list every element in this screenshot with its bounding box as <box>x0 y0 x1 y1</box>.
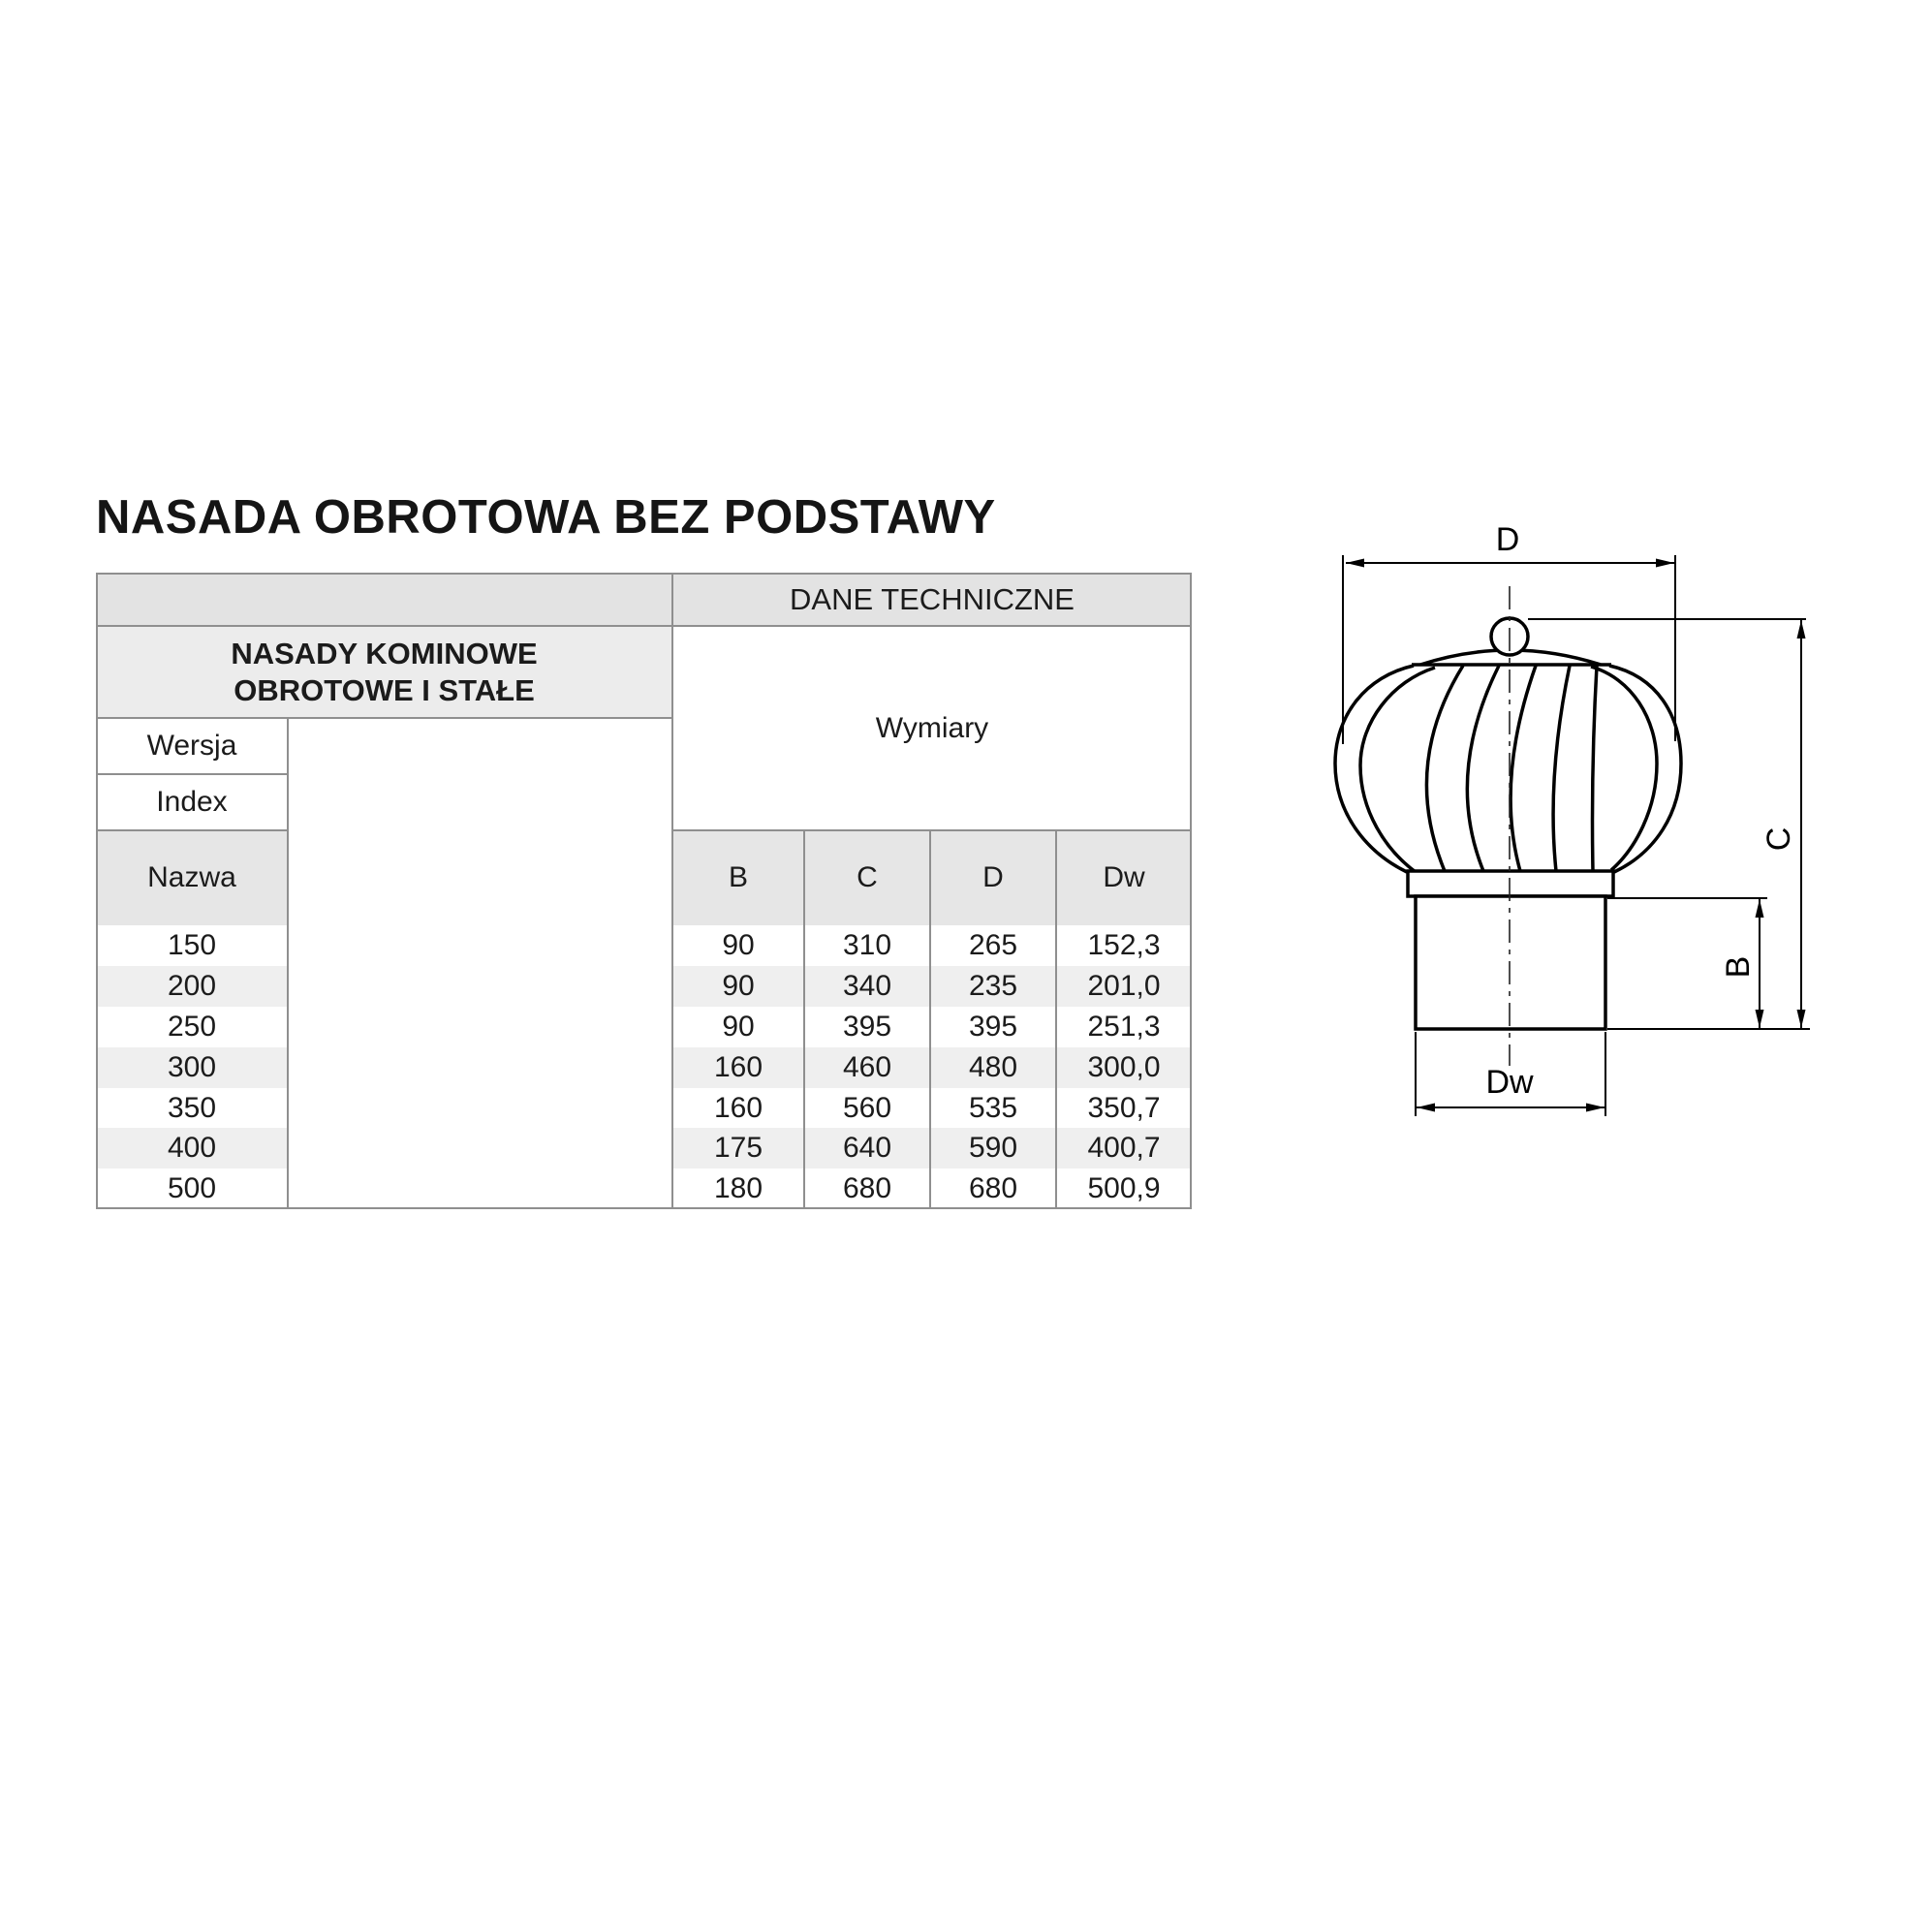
value-cell-dw: 152,3 <box>1056 925 1192 966</box>
table-border-line <box>96 829 289 831</box>
table-border-line <box>96 717 673 719</box>
col-header-b: B <box>672 830 804 925</box>
value-cell-b: 160 <box>672 1088 804 1128</box>
row-name-cell: 350 <box>96 1088 288 1128</box>
value-cell-dw: 201,0 <box>1056 966 1192 1007</box>
value-cell-b: 90 <box>672 925 804 966</box>
value-cell-c: 395 <box>804 1007 930 1047</box>
dimension-label-dw: Dw <box>1485 1064 1534 1101</box>
value-cell-b: 160 <box>672 1047 804 1088</box>
page-title: NASADA OBROTOWA BEZ PODSTAWY <box>96 491 996 544</box>
col-header-dw: Dw <box>1056 830 1192 925</box>
row-name-cell: 150 <box>96 925 288 966</box>
pipe-shape <box>1416 896 1605 1029</box>
value-cell-b: 180 <box>672 1169 804 1209</box>
value-cell-dw: 400,7 <box>1056 1128 1192 1169</box>
table-border-line <box>803 830 805 1209</box>
technical-data-header: DANE TECHNICZNE <box>672 573 1192 626</box>
value-cell-b: 175 <box>672 1128 804 1169</box>
col-header-c: C <box>804 830 930 925</box>
value-cell-c: 640 <box>804 1128 930 1169</box>
dimension-label-c: C <box>1761 826 1797 852</box>
col-header-d: D <box>930 830 1056 925</box>
value-cell-d: 590 <box>930 1128 1056 1169</box>
table-border-line <box>287 718 289 1209</box>
value-cell-c: 310 <box>804 925 930 966</box>
value-cell-dw: 500,9 <box>1056 1169 1192 1209</box>
value-cell-d: 535 <box>930 1088 1056 1128</box>
product-image-cell <box>288 718 672 1209</box>
value-cell-d: 395 <box>930 1007 1056 1047</box>
group-header-line2: OBROTOWE I STAŁE <box>234 672 535 707</box>
row-label-index: Index <box>96 774 288 830</box>
table-border-line <box>1055 830 1057 1209</box>
group-header <box>96 626 672 718</box>
row-name-cell: 300 <box>96 1047 288 1088</box>
table-corner-cell <box>96 573 672 626</box>
table-border-line <box>929 830 931 1209</box>
row-name-cell: 250 <box>96 1007 288 1047</box>
row-label-wersja: Wersja <box>96 718 288 774</box>
turbine-bulb <box>1335 650 1681 872</box>
value-cell-c: 340 <box>804 966 930 1007</box>
value-cell-c: 460 <box>804 1047 930 1088</box>
value-cell-d: 265 <box>930 925 1056 966</box>
table-border-line <box>671 573 673 1209</box>
value-cell-d: 235 <box>930 966 1056 1007</box>
value-cell-dw: 251,3 <box>1056 1007 1192 1047</box>
row-name-cell: 400 <box>96 1128 288 1169</box>
value-cell-d: 480 <box>930 1047 1056 1088</box>
row-label-nazwa: Nazwa <box>96 830 288 925</box>
value-cell-dw: 350,7 <box>1056 1088 1192 1128</box>
dimensions-header: Wymiary <box>672 626 1192 830</box>
value-cell-b: 90 <box>672 1007 804 1047</box>
value-cell-dw: 300,0 <box>1056 1047 1192 1088</box>
chimney-cap-drawing <box>1318 521 1841 1124</box>
value-cell-d: 680 <box>930 1169 1056 1209</box>
table-border-line <box>672 829 1192 831</box>
table-border-line <box>96 773 289 775</box>
flange-shape <box>1408 871 1613 896</box>
dimension-label-b: B <box>1720 955 1757 979</box>
value-cell-c: 680 <box>804 1169 930 1209</box>
table-border-line <box>96 625 1192 627</box>
dimension-label-d: D <box>1495 521 1520 558</box>
dimension-lines <box>1343 555 1810 1116</box>
value-cell-c: 560 <box>804 1088 930 1128</box>
row-name-cell: 200 <box>96 966 288 1007</box>
value-cell-b: 90 <box>672 966 804 1007</box>
group-header-line1: NASADY KOMINOWE <box>231 636 538 670</box>
row-name-cell: 500 <box>96 1169 288 1209</box>
